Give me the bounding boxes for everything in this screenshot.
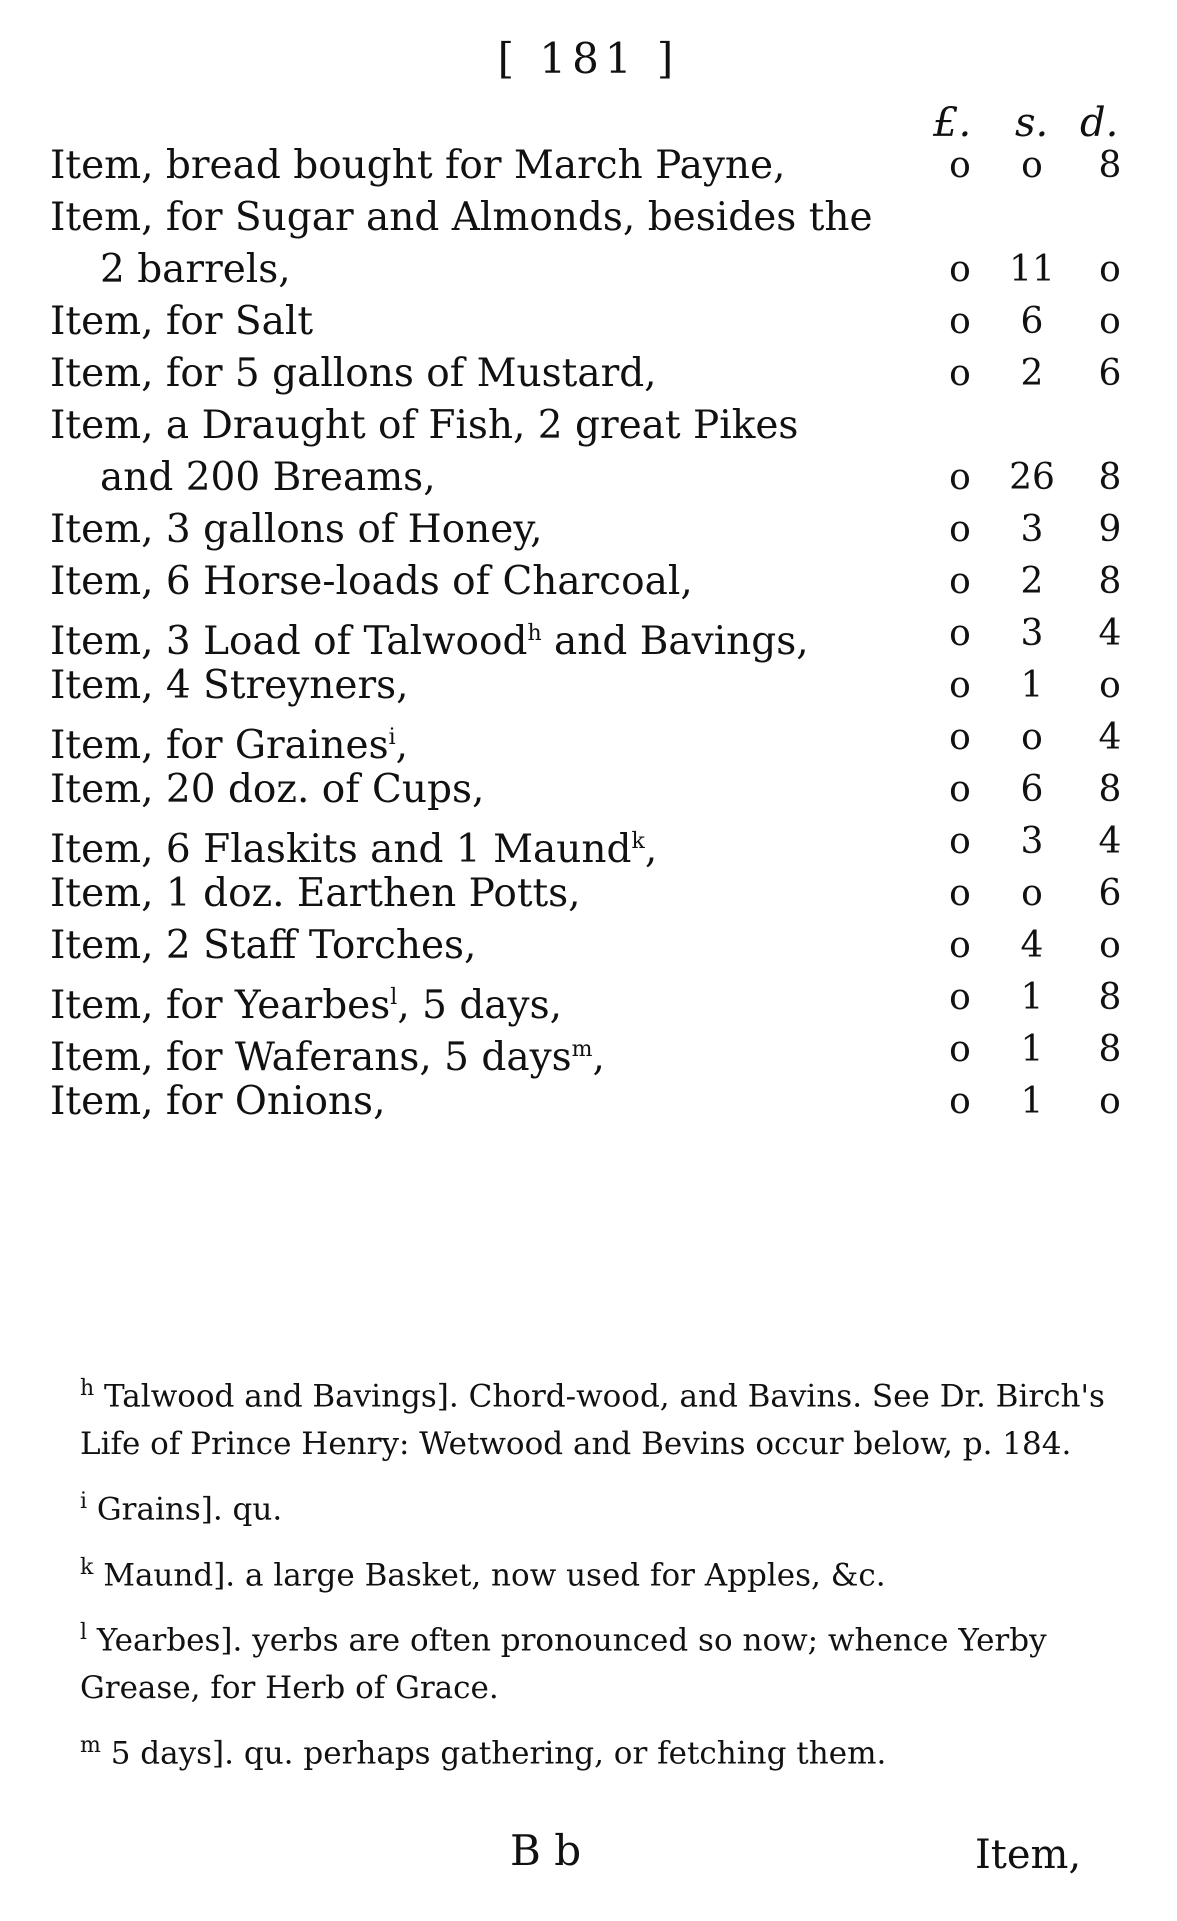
- page-number: [ 181 ]: [497, 34, 680, 83]
- footnote-text: Yearbes]. yerbs are often pronounced so now; whence Yerby Grease, for Herb of Grace.: [80, 1622, 1047, 1707]
- entry-text-main: Item, for Waferans, 5 days: [50, 1035, 572, 1080]
- amount-pence: o: [1099, 665, 1121, 706]
- account-entry: [50, 400, 1150, 504]
- entry-amount: [930, 924, 1150, 972]
- entry-text-main: Item, 3 Load of Talwood: [50, 619, 528, 664]
- amount-shillings: 3: [1020, 613, 1044, 654]
- account-entry: [50, 1076, 1150, 1128]
- entry-text-main: Item, 2 Staff Torches,: [50, 923, 477, 968]
- amount-pence: 4: [1098, 717, 1122, 758]
- amount-shillings: 1: [1020, 1081, 1044, 1122]
- amount-pounds: o: [949, 769, 971, 810]
- column-header-pounds: £.: [933, 100, 972, 146]
- amount-pounds: o: [949, 249, 971, 290]
- account-entry: [50, 504, 1150, 556]
- amount-shillings: 1: [1020, 1029, 1044, 1070]
- footnote-reference: m: [571, 1037, 593, 1062]
- amount-shillings: 2: [1020, 353, 1044, 394]
- footnote-reference: i: [388, 725, 396, 750]
- footnote: [30, 1609, 1110, 1712]
- entry-amount: [930, 820, 1150, 868]
- account-entry: [50, 192, 1150, 296]
- footnote-text: Maund]. a large Basket, now used for Apples, &c.: [93, 1556, 886, 1593]
- amount-pence: 6: [1098, 873, 1122, 914]
- footnote-mark: l: [80, 1619, 88, 1645]
- entry-amount: [930, 300, 1150, 348]
- amount-pounds: o: [949, 665, 971, 706]
- entry-amount: [930, 352, 1150, 400]
- amount-pence: 8: [1098, 769, 1122, 810]
- entry-amount: [930, 508, 1150, 556]
- entry-text-main: Item, 4 Streyners,: [50, 663, 409, 708]
- amount-pounds: o: [949, 821, 971, 862]
- account-entry: [50, 296, 1150, 348]
- entry-text-main: Item, for Yearbes: [50, 983, 391, 1028]
- amount-pounds: o: [949, 1081, 971, 1122]
- footnote-text: 5 days]. qu. perhaps gathering, or fetching them.: [100, 1735, 887, 1772]
- amount-pounds: o: [949, 977, 971, 1018]
- footnote-mark: h: [80, 1376, 95, 1401]
- entry-amount: [930, 456, 1150, 504]
- entry-amount: [930, 612, 1150, 660]
- entry-amount: [930, 664, 1150, 712]
- amount-pounds: o: [949, 925, 971, 966]
- amount-pounds: o: [949, 145, 971, 186]
- entry-amount: [930, 560, 1150, 608]
- amount-pounds: o: [949, 353, 971, 394]
- entry-text-main: Item, 3 gallons of Honey,: [50, 507, 543, 552]
- entry-text-main: Item, bread bought for March Payne,: [50, 143, 786, 188]
- amount-pence: 8: [1098, 977, 1122, 1018]
- amount-pence: 8: [1098, 1029, 1122, 1070]
- amount-pounds: o: [949, 561, 971, 602]
- entry-amount: [930, 976, 1150, 1024]
- amount-shillings: 11: [1009, 249, 1055, 290]
- amount-pounds: o: [949, 873, 971, 914]
- footnote-text: Grains]. qu.: [87, 1491, 283, 1528]
- entry-amount: [930, 248, 1150, 296]
- footnote-text: Talwood and Bavings]. Chord-wood, and Bavins. See Dr. Birch's Life of Prince Henry: Wetwood and Bevins occur below, p. 184.: [80, 1378, 1105, 1463]
- entry-amount: [930, 1080, 1150, 1128]
- amount-shillings: 1: [1020, 665, 1044, 706]
- account-entry: [50, 816, 1150, 872]
- entry-text-main: Item, a Draught of Fish, 2 great Pikes: [50, 403, 799, 448]
- catchword: Item,: [975, 1832, 1082, 1878]
- amount-pence: 8: [1098, 145, 1122, 186]
- entry-text-main: Item, for Sugar and Almonds, besides the: [50, 195, 873, 240]
- amount-pence: o: [1099, 1081, 1121, 1122]
- amount-pounds: o: [949, 1029, 971, 1070]
- amount-pence: 9: [1098, 509, 1122, 550]
- column-header-shillings: s.: [1015, 100, 1049, 146]
- amount-shillings: 1: [1020, 977, 1044, 1018]
- entry-text-main: Item, for Salt: [50, 299, 314, 344]
- entry-amount: [930, 872, 1150, 920]
- entry-text-main: Item, for Onions,: [50, 1079, 386, 1124]
- account-entry: [50, 920, 1150, 972]
- footnote-reference: k: [631, 829, 645, 854]
- entry-text-after: ,: [592, 1035, 605, 1080]
- account-entry: [50, 712, 1150, 768]
- footnote: [30, 1544, 1110, 1599]
- amount-pence: o: [1099, 925, 1121, 966]
- entry-text-after: , 5 days,: [397, 983, 562, 1028]
- entry-text-main: Item, 20 doz. of Cups,: [50, 767, 485, 812]
- footnote-mark: i: [80, 1489, 88, 1515]
- amount-pounds: o: [949, 301, 971, 342]
- amount-shillings: o: [1021, 873, 1043, 914]
- account-entry: [50, 556, 1150, 608]
- amount-shillings: 26: [1009, 457, 1055, 498]
- amount-pence: 8: [1098, 457, 1122, 498]
- amount-pounds: o: [949, 509, 971, 550]
- footnote: [30, 1722, 1110, 1777]
- footnote-mark: m: [80, 1733, 101, 1759]
- amount-shillings: 3: [1020, 821, 1044, 862]
- column-header-pence: d.: [1080, 100, 1119, 146]
- account-entry: [50, 140, 1150, 192]
- amount-pence: 4: [1098, 821, 1122, 862]
- footnote-mark: k: [80, 1554, 94, 1580]
- amount-shillings: 3: [1020, 509, 1044, 550]
- entry-text-after: ,: [644, 827, 658, 872]
- amount-pounds: o: [949, 457, 971, 498]
- entry-amount: [930, 144, 1150, 192]
- footnote: [30, 1365, 1110, 1468]
- entry-amount: [930, 716, 1150, 764]
- footnotes: [30, 1365, 1110, 1788]
- account-entry: [50, 972, 1150, 1028]
- entry-text-main: Item, 6 Flaskits and 1 Maund: [50, 827, 632, 872]
- entry-text-after: ,: [395, 723, 409, 768]
- entry-text: [50, 400, 1150, 452]
- amount-shillings: 6: [1020, 301, 1044, 342]
- amount-pence: o: [1099, 301, 1121, 342]
- entry-text-main: Item, for 5 gallons of Mustard,: [50, 351, 657, 396]
- amount-shillings: 6: [1020, 769, 1044, 810]
- amount-shillings: o: [1021, 717, 1043, 758]
- account-entry: [50, 660, 1150, 712]
- amount-pounds: o: [949, 613, 971, 654]
- signature-mark: B b: [510, 1826, 582, 1875]
- amount-pence: o: [1099, 249, 1121, 290]
- amount-pence: 6: [1098, 353, 1122, 394]
- amount-shillings: 4: [1020, 925, 1044, 966]
- account-entry: [50, 348, 1150, 400]
- footnote-reference: l: [390, 985, 398, 1010]
- footnote: [30, 1478, 1110, 1533]
- account-entry: [50, 608, 1150, 664]
- entry-text-after: and Bavings,: [541, 619, 809, 664]
- entry-text-continued: and 200 Breams,: [100, 455, 436, 500]
- amount-pounds: o: [949, 717, 971, 758]
- entry-text-main: Item, for Graines: [50, 723, 389, 768]
- amount-pence: 4: [1098, 613, 1122, 654]
- entry-text-main: Item, 1 doz. Earthen Potts,: [50, 871, 581, 916]
- account-entry: [50, 764, 1150, 816]
- amount-shillings: o: [1021, 145, 1043, 186]
- entry-text-main: Item, 6 Horse-loads of Charcoal,: [50, 559, 693, 604]
- entry-amount: [930, 1028, 1150, 1076]
- entry-amount: [930, 768, 1150, 816]
- amount-pence: 8: [1098, 561, 1122, 602]
- footnote-reference: h: [527, 621, 542, 646]
- account-entries: [50, 140, 1150, 1128]
- amount-shillings: 2: [1020, 561, 1044, 602]
- account-entry: [50, 1024, 1150, 1080]
- entry-text: [50, 192, 1150, 244]
- entry-text-continued: 2 barrels,: [100, 247, 291, 292]
- account-entry: [50, 868, 1150, 920]
